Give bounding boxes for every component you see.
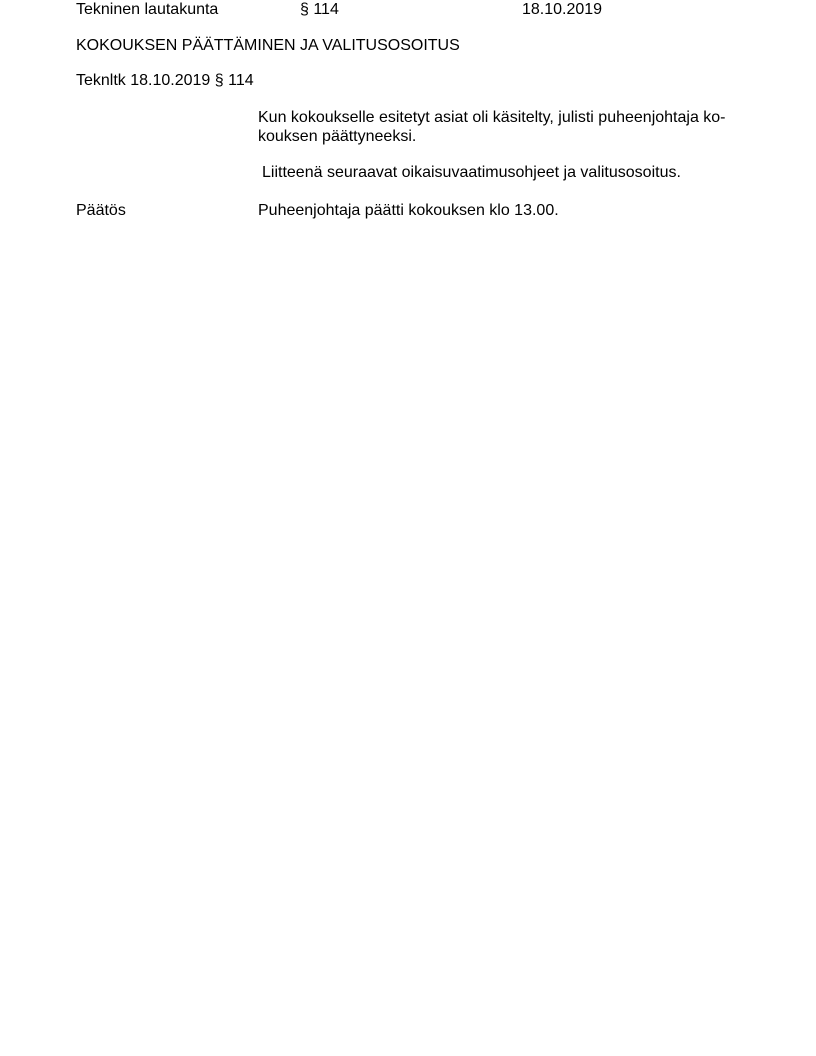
header-body-name: Tekninen lautakunta xyxy=(76,1,219,18)
header-section-number: § 114 xyxy=(300,1,339,18)
header-date: 18.10.2019 xyxy=(522,1,603,18)
paragraph-meeting-closed: Kun kokoukselle esitetyt asiat oli käsitelty, julisti puheenjohtaja ko-kouksen päättyneeksi. xyxy=(258,109,726,145)
decision-text: Puheenjohtaja päätti kokouksen klo 13.00. xyxy=(258,202,559,219)
decision-label: Päätös xyxy=(76,202,126,219)
paragraph-attachments: Liitteenä seuraavat oikaisuvaatimusohjeet ja valitusosoitus. xyxy=(262,164,681,181)
meeting-reference: Tekn​ltk 18.10.2019 § 114 xyxy=(76,72,254,89)
section-title: KOKOUKSEN PÄÄTTÄMINEN JA VALITUSOSOITUS xyxy=(76,37,460,54)
